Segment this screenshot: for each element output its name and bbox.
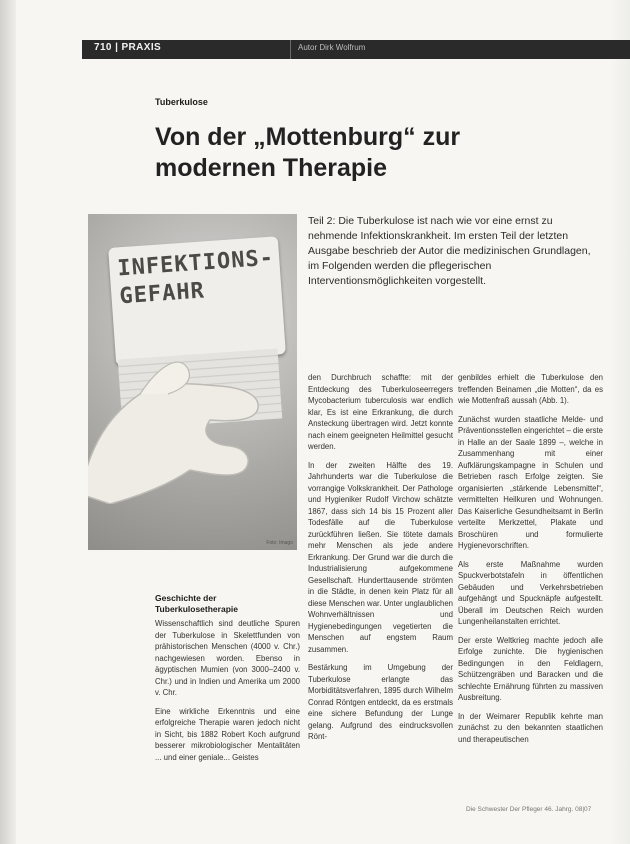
sign-text-content: INFEKTIONS- GEFAHR — [116, 245, 275, 310]
article-title: Von der „Mottenburg“ zur modernen Therapie — [155, 123, 461, 182]
paragraph: Wissenschaftlich sind deutliche Spuren der Tuberkulose in Skelettfunden von prähistorischen Menschen (4000 v. Chr.) nachgewiesen worden. Ebenso in ägyptischen Mumien (von 3000–2400 v. Chr.) und in Indien und Amerika um 2000 v. Chr. — [155, 619, 300, 697]
author-label: Autor Dirk Wolfrum — [298, 43, 366, 52]
header-divider — [290, 40, 291, 59]
paragraph: In der Weimarer Republik kehrte man zunächst zu den bekannten staatlichen und therapeutischen — [458, 711, 603, 744]
paragraph: Der erste Weltkrieg machte jedoch alle Erfolge zunichte. Die hygienischen Bedingungen in den Feldlagern, Schützengräben und Baracken und die schlechte Ernährung führten zu massiven Ausbreitung. — [458, 635, 603, 702]
page-footer: Die Schwester Der Pfleger 46. Jahrg. 08|07 — [466, 806, 592, 813]
hand-illustration — [88, 324, 280, 504]
article-photo — [88, 214, 297, 550]
paragraph: genbildes erhielt die Tuberkulose den treffenden Beinamen „die Motten“, da es wie Mottenfraß aussah (Abb. 1). — [458, 373, 603, 405]
column-2 — [308, 372, 453, 750]
section-heading: Geschichte der Tuberkulosetherapie — [155, 593, 238, 614]
article-lead: Teil 2: Die Tuberkulose ist nach wie vor eine ernst zu nehmende Infektionskrankheit. Im ersten Teil der letzten Ausgabe beschrieb der Autor die medizinischen Grundlagen, im Folgenden werden die pflegerischen Interventionsmöglichkeiten vorgestellt. — [308, 215, 591, 287]
photo-credit: Foto: Imago — [266, 540, 293, 546]
section-label: 710 | PRAXIS — [94, 42, 162, 53]
paragraph: Bestärkung im Umgebung der Tuberkulose erlangte das Morbiditätsverfahren, 1895 durch Wilhelm Conrad Röntgen entdeckt, da es erstmals eine sichere Befundung der Lunge gelang. Aufgrund des eindrucksvollen Rönt- — [308, 663, 453, 741]
paragraph: Zunächst wurden staatliche Melde- und Präventionsstellen eingerichtet – die erste in Halle an der Saale 1899 –, welche in Zusammenhang mit einer Aufklärungskampagne in Schulen und Betrieben rasch Erfolge zeigten. Sie organisierten „stärkende Lebensmittel“, vermittelten Heilkuren und Wohnungen. Das Kaiserliche Gesundheitsamt in Berlin verteilte Merkzettel, Plakate und Broschüren und formulierte Hygienevorschriften. — [458, 414, 603, 550]
paragraph: In der zweiten Hälfte des 19. Jahrhunderts war die Tuberkulose die vorrangige Volkskrankheit. Der Pathologe und Hygieniker Rudolf Virchow schätzte 1867, dass sich 14 bis 15 Prozent aller Todesfälle auf die Tuberkulose zurückführen ließen. Sie tötete damals mehr Menschen als jede andere Erkrankung. Der Grund war die durch die Industrialisierung aufgekommene Gesellschaft. Hunderttausende strömten in die Städte, in denen kein Platz für all diese Menschen war. Unter unglaublichen Wohnverhältnissen und Hygienebedingungen vegetierten die Menschen auf engstem Raum zusammen. — [308, 460, 453, 654]
article-kicker: Tuberkulose — [155, 97, 208, 107]
sign-text — [117, 245, 277, 312]
column-1 — [155, 618, 300, 770]
paragraph: Als erste Maßnahme wurden Spuckverbotstafeln in öffentlichen Gebäuden und Verkehrsbetrieben aufgehängt und Spucknäpfe aufgestellt. Überall im Deutschen Reich wurden Lungenheilanstalten errichtet. — [458, 559, 603, 626]
column-3 — [458, 372, 603, 752]
page-binding-edge — [0, 0, 16, 844]
paragraph: den Durchbruch schaffte: mit der Entdeckung des Tuberkuloseerregers Mycobacterium tuberculosis war endlich klar, Es ist eine Erkrankung, die durch Ansteckung übertragen wird. Jetzt konnte nach einem geeigneten Heilmittel gesucht werden. — [308, 373, 453, 451]
paragraph: Eine wirkliche Erkenntnis und eine erfolgreiche Therapie waren jedoch nicht in Sicht, bis 1882 Robert Koch aufgrund besserer mikrobiologischer Mentalitäten ... und einer geniale... Geistes — [155, 706, 300, 762]
